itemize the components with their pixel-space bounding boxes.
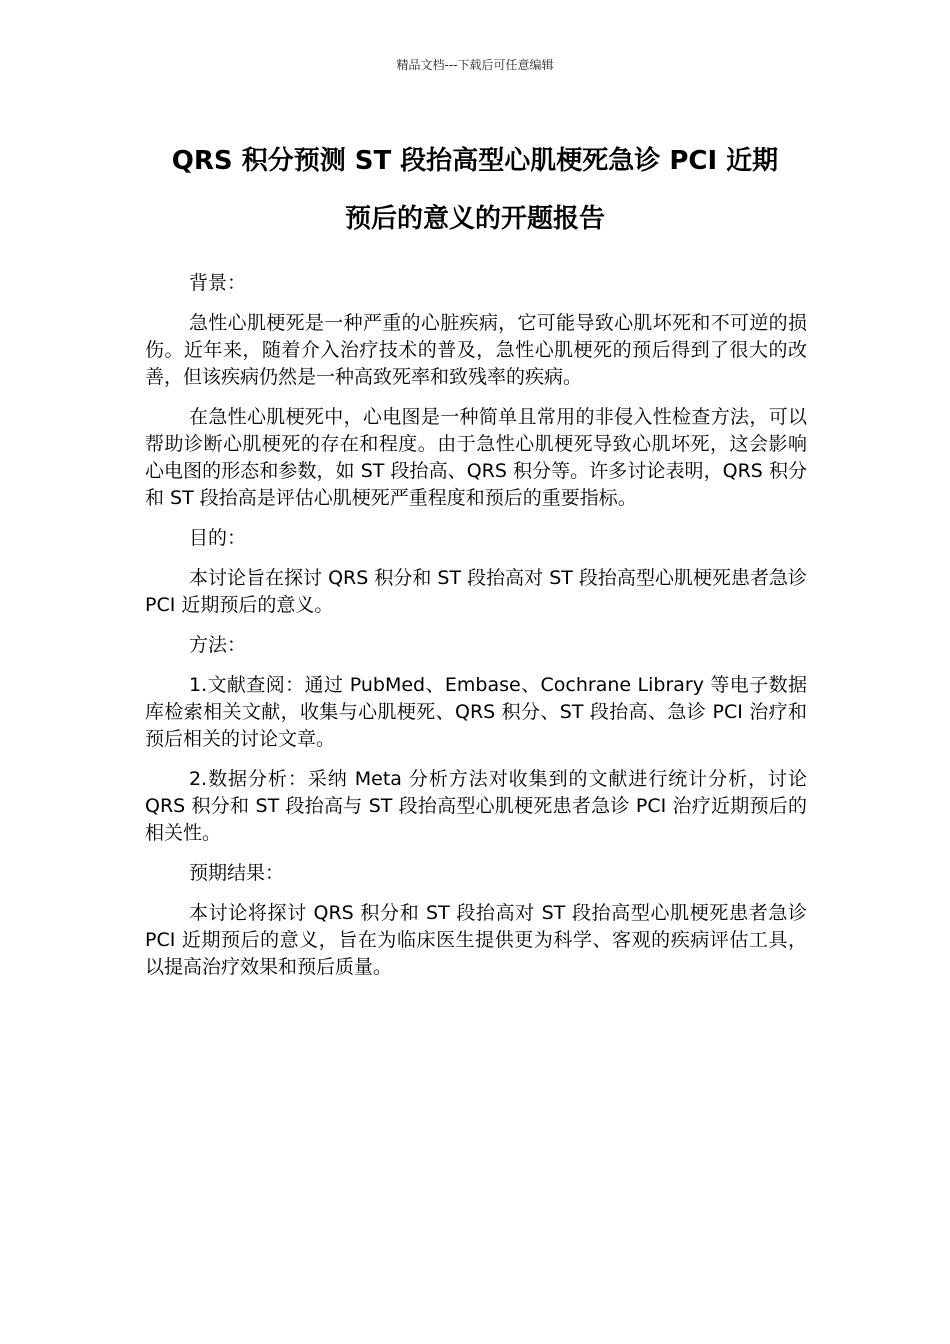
- heading-expected-results: 预期结果：: [189, 862, 285, 884]
- heading-purpose: 目的：: [189, 527, 247, 549]
- paragraph-background-1: 急性心肌梗死是一种严重的心脏疾病，它可能导致心肌坏死和不可逆的损伤。近年来，随着介入治疗技术的普及，急性心肌梗死的预后得到了很大的改善，但该疾病仍然是一种高致死率和致残率的疾病。: [145, 312, 807, 388]
- paragraph-method-2: 2.数据分析：采纳 Meta 分析方法对收集到的文献进行统计分析，讨论 QRS 积分和 ST 段抬高与 ST 段抬高型心肌梗死患者急诊 PCI 治疗近期预后的相关性。: [145, 768, 807, 844]
- paragraph-purpose: 本讨论旨在探讨 QRS 积分和 ST 段抬高对 ST 段抬高型心肌梗死患者急诊 PCI 近期预后的意义。: [145, 567, 807, 616]
- paragraph-method-1: 1.文献查阅：通过 PubMed、Embase、Cochrane Library 等电子数据库检索相关文献，收集与心肌梗死、QRS 积分、ST 段抬高、急诊 PCI 治疗和预后相关的讨论文章。: [145, 674, 807, 750]
- title-line-2: 预后的意义的开题报告: [344, 204, 605, 234]
- paragraph-expected-results: 本讨论将探讨 QRS 积分和 ST 段抬高对 ST 段抬高型心肌梗死患者急诊 PCI 近期预后的意义，旨在为临床医生提供更为科学、客观的疾病评估工具，以提高治疗效果和预后质量。: [145, 902, 807, 978]
- heading-methods: 方法：: [189, 634, 247, 656]
- document-body: [145, 270, 807, 994]
- page-header: 精品文档---下载后可任意编辑: [396, 58, 554, 72]
- title-line-1: QRS 积分预测 ST 段抬高型心肌梗死急诊 PCI 近期: [171, 146, 779, 176]
- heading-background: 背景：: [189, 272, 247, 294]
- document-title: [120, 132, 830, 248]
- paragraph-background-2: 在急性心肌梗死中，心电图是一种简单且常用的非侵入性检查方法，可以帮助诊断心肌梗死的存在和程度。由于急性心肌梗死导致心肌坏死，这会影响心电图的形态和参数，如 ST 段抬高、QRS 积分等。许多讨论表明，QRS 积分和 ST 段抬高是评估心肌梗死严重程度和预后的重要指标。: [145, 406, 807, 509]
